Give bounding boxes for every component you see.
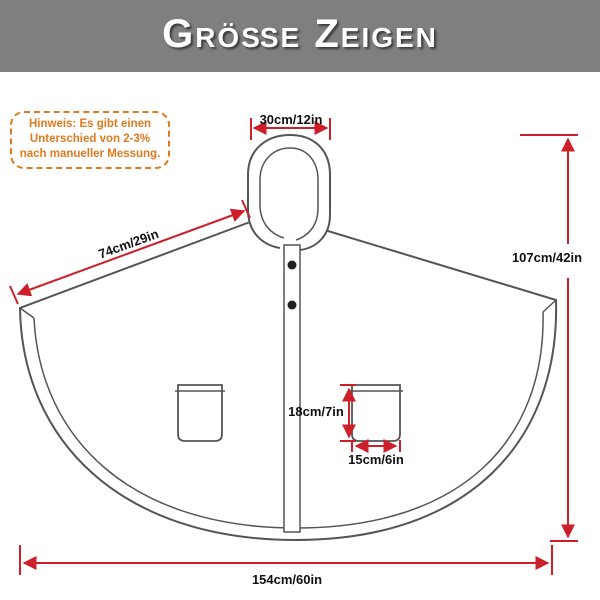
banner-title: Größe Zeigen <box>162 12 438 56</box>
pocket-right <box>349 385 403 441</box>
hood-width-label: 30cm/12in <box>259 112 323 127</box>
total-width-label: 154cm/60in <box>251 572 323 587</box>
shoulder-length-label: 74cm/29in <box>96 225 161 262</box>
total-width-dimension <box>20 545 552 575</box>
button-bottom <box>288 301 297 310</box>
pocket-width-label: 15cm/6in <box>348 452 404 467</box>
front-placket <box>284 245 300 532</box>
note-line-1: Hinweis: Es gibt einen <box>28 118 152 130</box>
note-line-2: Unterschied von 2-3% <box>29 133 151 145</box>
button-top <box>288 261 297 270</box>
note-line-3: nach manueller Messung. <box>19 148 161 160</box>
pocket-left <box>175 385 225 441</box>
total-length-label: 107cm/42in <box>511 250 583 265</box>
pocket-height-label: 18cm/7in <box>288 404 344 419</box>
